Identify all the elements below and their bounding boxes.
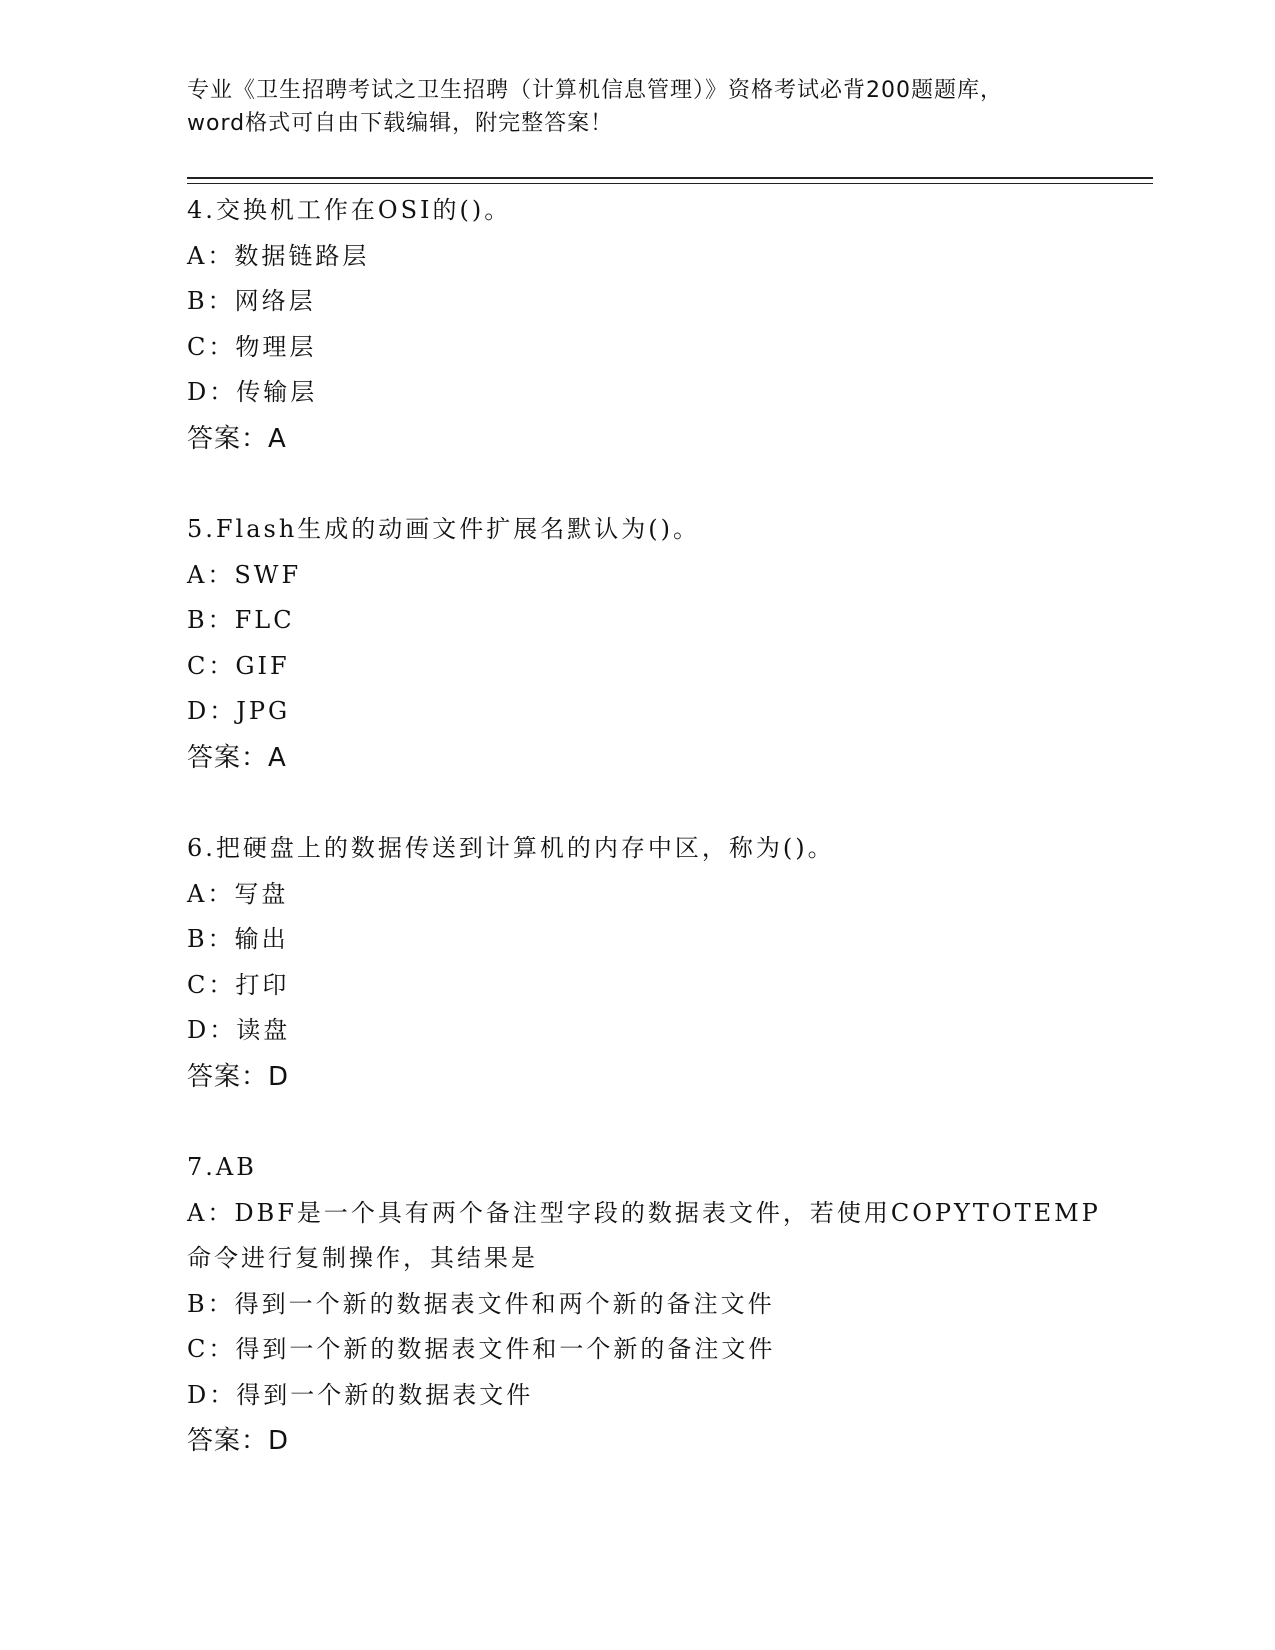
question-stem: 4.交换机工作在OSI的()。 xyxy=(187,196,512,224)
answer: 答案：D xyxy=(187,1426,290,1456)
header-line-1: 专业《卫生招聘考试之卫生招聘（计算机信息管理）》资格考试必背200题题库， xyxy=(187,78,1003,103)
question-stem: 5.Flash生成的动画文件扩展名默认为()。 xyxy=(187,515,701,543)
document-header xyxy=(187,74,1087,140)
option-d: D：得到一个新的数据表文件 xyxy=(187,1380,534,1409)
option-b: B：输出 xyxy=(187,925,289,953)
option-a: A：SWF xyxy=(187,560,302,589)
option-d: D：读盘 xyxy=(187,1016,291,1044)
question-stem: 6.把硬盘上的数据传送到计算机的内存中区，称为()。 xyxy=(187,834,835,862)
option-a-continued: 命令进行复制操作，其结果是 xyxy=(187,1244,538,1272)
question-7 xyxy=(187,1145,1101,1464)
option-c: C：得到一个新的数据表文件和一个新的备注文件 xyxy=(187,1335,776,1363)
option-a: A：写盘 xyxy=(187,879,289,908)
option-c: C：物理层 xyxy=(187,332,317,361)
header-divider-thin xyxy=(187,183,1153,184)
question-5 xyxy=(187,507,1087,781)
answer: 答案：A xyxy=(187,423,287,454)
question-stem: 7.AB xyxy=(187,1153,257,1181)
option-b: B：得到一个新的数据表文件和两个新的备注文件 xyxy=(187,1289,775,1318)
option-b: B：FLC xyxy=(187,606,295,634)
option-d: D：传输层 xyxy=(187,378,318,406)
option-c: C：GIF xyxy=(187,651,290,680)
header-line-2: word格式可自由下载编辑，附完整答案！ xyxy=(187,111,614,136)
option-a: A：DBF是一个具有两个备注型字段的数据表文件，若使用COPYTOTEMP xyxy=(187,1198,1101,1227)
question-4 xyxy=(187,188,1087,462)
answer: 答案：A xyxy=(187,742,287,773)
header-divider-thick xyxy=(187,177,1153,179)
option-d: D：JPG xyxy=(187,697,291,725)
option-a: A：数据链路层 xyxy=(187,241,370,270)
answer: 答案：D xyxy=(187,1061,290,1092)
option-b: B：网络层 xyxy=(187,287,316,315)
option-c: C：打印 xyxy=(187,970,290,999)
question-6 xyxy=(187,826,1087,1100)
